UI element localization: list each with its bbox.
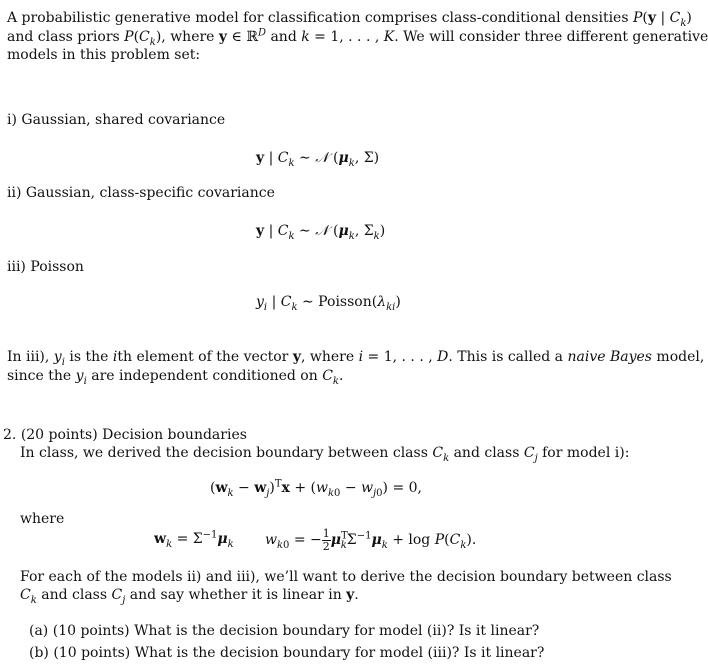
- part-points: (10 points): [52, 623, 130, 639]
- model-iii-label: iii) Poisson: [7, 259, 84, 275]
- naive-bayes-emphasis: naive Bayes: [567, 349, 652, 365]
- intro-text: A probabilistic generative model for classification comprises class-conditional densities: [7, 10, 633, 26]
- one-half-fraction: $\frac{1}{2}$: [322, 526, 330, 553]
- decision-boundary-equation: $(w_k - w_j)^Tx + (w_{k0} - w_{j0}) = 0$,: [210, 478, 422, 499]
- problem-number: 2.: [3, 427, 17, 443]
- part-b: [29, 644, 544, 663]
- intro-line-1: A probabilistic generative model for classification comprises class-conditional densities P(y | $C_k$): [7, 10, 692, 29]
- naive-bayes-line-2: since the $y_i$ are independent conditioned on $C_k$.: [7, 368, 344, 387]
- model-i-label: i) Gaussian, shared covariance: [7, 112, 226, 128]
- model-i-equation: y | $C_k$ ∼ 𝒩 ($\mu_k$, Σ): [256, 150, 380, 169]
- model-ii-label: ii) Gaussian, class-specific covariance: [7, 185, 275, 201]
- part-points: (10 points): [53, 645, 131, 661]
- part-question: What is the decision boundary for model (iii)? Is it linear?: [134, 645, 545, 661]
- problem-title: Decision boundaries: [102, 427, 247, 443]
- intro-line-2: and class priors $P(C_k)$, where y ∈ ℝ$^D$ and k = 1, . . . , K. We will consider three different generative: [7, 27, 708, 48]
- problem-2-intro: In class, we derived the decision boundary between class $C_k$ and class $C_j$ for model i):: [20, 445, 630, 464]
- problem-points: (20 points): [20, 427, 98, 443]
- problem-2-paragraph-line-1: For each of the models ii) and iii), we’ll want to derive the decision boundary between class: [20, 569, 672, 585]
- intro-line-3: [7, 46, 200, 65]
- intro-text: models in this problem set:: [7, 47, 201, 63]
- model-ii-equation: y | $C_k$ ∼ 𝒩 ($\mu_k$, $\Sigma_k$): [256, 223, 386, 242]
- bias-definition: $w_{k0}$ = − $\frac{1}{2}$ $\mu^T_k\Sigma^{-1}\mu_k + \log P(C_k)$.: [265, 526, 477, 553]
- where-label: where: [20, 511, 65, 527]
- intro-text: and class priors: [7, 29, 125, 45]
- part-question: What is the decision boundary for model (ii)? Is it linear?: [134, 623, 540, 639]
- problem-2-heading: [3, 426, 247, 445]
- problem-2-paragraph-line-2: $C_k$ and class $C_j$ and say whether it is linear in y.: [20, 587, 359, 606]
- model-iii-equation: $y_i$ | $C_k$ ∼ $Poisson(\lambda_{ki})$: [256, 294, 401, 313]
- part-label: (b): [29, 645, 49, 661]
- weight-definition: $w_k = \Sigma^{-1}\mu_k$: [154, 529, 234, 550]
- part-label: (a): [29, 623, 49, 639]
- part-a: [29, 622, 539, 641]
- naive-bayes-line-1: In iii), $y_i$ is the ith element of the vector y, where i = 1, . . . , D. This is called a naive Bayes model,: [7, 349, 705, 368]
